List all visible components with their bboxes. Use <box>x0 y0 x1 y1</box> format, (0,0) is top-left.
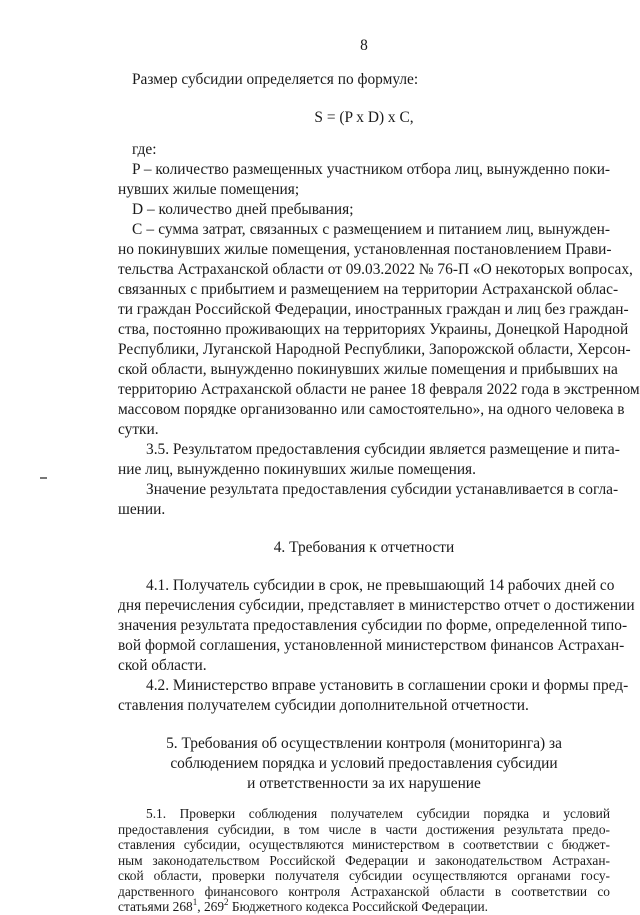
paragraph-4-1-line: вой формой соглашения, установленной министерством финансов Астрахан- <box>118 637 625 654</box>
definition-c-line: тельства Астраханской области от 09.03.2022 № 76-П «О некоторых вопросах, <box>118 261 633 278</box>
paragraph-4-1-line: значения результата предоставления субсидии по форме, определенной типо- <box>118 617 628 634</box>
paragraph-5-1-line: ным законодательством Российской Федерации и законодательством Астрахан- <box>118 852 610 868</box>
paragraph-4-2-line: 4.2. Министерство вправе установить в соглашении сроки и формы пред- <box>146 677 629 694</box>
definition-c-line: ти граждан Российской Федерации, иностранных граждан и лиц без граждан- <box>118 301 629 318</box>
paragraph-3-5-line: 3.5. Результатом предоставления субсидии является размещение и пита- <box>146 441 620 458</box>
statute-reference-text: статьями 268 <box>118 899 193 914</box>
paragraph-4-1-line: 4.1. Получатель субсидии в срок, не превышающий 14 рабочих дней со <box>146 577 615 594</box>
definition-c-line: сутки. <box>118 421 159 438</box>
definition-p-line: P – количество размещенных участником отбора лиц, вынужденно поки- <box>132 161 611 178</box>
definition-p-line: нувших жилые помещения; <box>118 181 300 198</box>
definition-c-line: ской области, вынужденно покинувших жилые помещения и прибывших на <box>118 361 618 378</box>
scan-mark <box>40 477 47 479</box>
paragraph-4-1-line: ской области. <box>118 657 207 674</box>
paragraph-3-5b-line: Значение результата предоставления субсидии устанавливается в согла- <box>146 481 619 498</box>
definition-c-line: территорию Астраханской области не ранее 18 февраля 2022 года в экстренном <box>118 381 640 398</box>
superscript-2: 2 <box>224 897 229 907</box>
paragraph-3-5-line: ние лиц, вынужденно покинувших жилые помещения. <box>118 461 476 478</box>
paragraph-5-1-line: 5.1. Проверки соблюдения получателем субсидии порядка и условий <box>146 806 610 821</box>
section-5-title-line: 5. Требования об осуществлении контроля (мониторинга) за <box>166 735 562 752</box>
paragraph-5-1-line: ской области, проверки получателя субсидии осуществляются органами госу- <box>118 868 610 883</box>
definition-c-line: но покинувших жилые помещения, установленная постановлением Прави- <box>118 241 612 258</box>
paragraph-5-1-line: предоставления субсидии, в том числе в части достижения результата предо- <box>118 821 610 837</box>
page-number: 8 <box>360 37 368 54</box>
statute-reference-text: Бюджетного кодекса Российской Федерации. <box>228 899 489 914</box>
superscript-1: 1 <box>192 897 198 907</box>
where-label: где: <box>132 141 157 158</box>
definition-c-line: C – сумма затрат, связанных с размещением и питанием лиц, вынужден- <box>132 221 610 238</box>
formula: S = (P x D) x C, <box>314 109 414 126</box>
paragraph-4-2-line: ставления получателем субсидии дополнительной отчетности. <box>118 697 529 714</box>
definition-c-line: массовом порядке организованно или самостоятельно», на одного человека в <box>118 401 625 418</box>
definition-c-line: связанных с прибытием и размещением на территории Астраханской облас- <box>118 281 619 298</box>
section-4-title: 4. Требования к отчетности <box>273 539 455 556</box>
paragraph-4-1-line: дня перечисления субсидии, представляет в министерство отчет о достижении <box>118 597 635 614</box>
definition-c-line: ства, постоянно проживающих на территориях Украины, Донецкой Народной <box>118 321 629 338</box>
paragraph-3-5b-line: шении. <box>118 501 166 518</box>
paragraph-5-1-last-line <box>118 899 488 914</box>
paragraph-5-1-line: ставления субсидии, осуществляются министерством в соответствии с бюджет- <box>118 837 610 852</box>
paragraph-5-1-line: дарственного финансового контроля Астраханской области в соответствии со <box>118 883 610 899</box>
formula-intro: Размер субсидии определяется по формуле: <box>132 71 419 88</box>
definition-c-line: Республики, Луганской Народной Республики, Запорожской области, Херсон- <box>118 341 631 358</box>
section-5-title-line: и ответственности за их нарушение <box>247 775 481 792</box>
definition-d-line: D – количество дней пребывания; <box>132 201 354 218</box>
section-5-title-line: соблюдением порядка и условий предоставления субсидии <box>170 755 558 772</box>
statute-reference-text: , 269 <box>197 899 225 914</box>
